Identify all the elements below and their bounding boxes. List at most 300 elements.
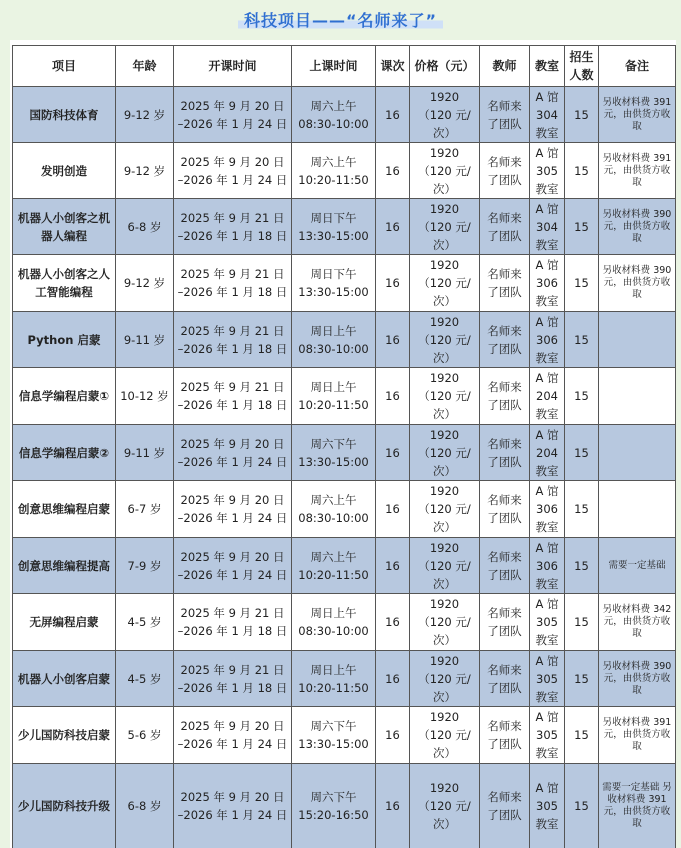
enrollment-quota: 15 xyxy=(574,502,589,516)
end-date: –2026 年 1 月 24 日 xyxy=(177,737,288,751)
age-text: 9-11 岁 xyxy=(123,445,166,460)
session-count: 16 xyxy=(385,332,400,347)
course-name: 机器人小创客之机器人编程 xyxy=(18,210,110,243)
note-cell xyxy=(599,707,676,764)
class-time-cell xyxy=(292,594,376,651)
price-total: 1920 xyxy=(429,653,460,668)
age-text: 4-5 岁 xyxy=(127,671,162,686)
enrollment-quota: 15 xyxy=(574,615,589,629)
start-date-cell xyxy=(174,143,292,199)
course-name: 发明创造 xyxy=(41,163,87,178)
age-text: 9-11 岁 xyxy=(123,332,166,347)
price-per-session: （120 元/次） xyxy=(418,671,471,704)
session-count-cell xyxy=(376,368,410,425)
quota-cell xyxy=(565,255,599,312)
enrollment-quota: 15 xyxy=(574,389,589,403)
start-date-cell xyxy=(174,538,292,594)
note-cell xyxy=(599,143,676,199)
price-per-session: （120 元/次） xyxy=(418,445,471,478)
end-date: –2026 年 1 月 18 日 xyxy=(177,341,288,356)
enrollment-quota: 15 xyxy=(574,107,589,122)
session-count: 16 xyxy=(385,163,400,178)
course-name: 机器人小创客之人工智能编程 xyxy=(18,267,110,299)
enrollment-quota: 15 xyxy=(574,799,589,813)
class-day: 周日下午 xyxy=(310,210,357,225)
session-count: 16 xyxy=(385,107,400,122)
quota-cell xyxy=(565,312,599,368)
classroom: A 馆 306 教室 xyxy=(535,314,559,365)
table-row xyxy=(13,425,676,481)
session-count: 16 xyxy=(385,799,400,813)
price-cell xyxy=(410,764,480,848)
note-text: 另收材料费 390 元，由供货方收取 xyxy=(602,660,672,696)
age-cell xyxy=(116,143,174,199)
note-cell xyxy=(599,255,676,312)
teacher-cell xyxy=(480,368,530,425)
start-date: 2025 年 9 月 21 日 xyxy=(180,606,285,620)
enrollment-quota: 15 xyxy=(574,558,589,573)
class-hours: 10:20-11:50 xyxy=(298,680,369,695)
classroom: A 馆 306 教室 xyxy=(535,258,559,308)
table-row xyxy=(13,764,676,848)
class-day: 周六上午 xyxy=(310,493,357,507)
course-name: 信息学编程启蒙① xyxy=(18,389,110,403)
course-name: 无屏编程启蒙 xyxy=(29,615,99,629)
teacher-name: 名师来了团队 xyxy=(487,549,522,582)
start-date: 2025 年 9 月 21 日 xyxy=(180,380,285,394)
teacher-cell xyxy=(480,143,530,199)
class-hours: 08:30-10:00 xyxy=(298,116,369,131)
classroom-cell xyxy=(530,368,565,425)
start-date: 2025 年 9 月 20 日 xyxy=(180,154,285,169)
note-cell xyxy=(599,425,676,481)
classroom: A 馆 304 教室 xyxy=(535,89,559,140)
class-hours: 13:30-15:00 xyxy=(298,285,369,299)
start-date-cell xyxy=(174,312,292,368)
table-row xyxy=(13,312,676,368)
start-date-cell xyxy=(174,764,292,848)
classroom: A 馆 204 教室 xyxy=(535,371,559,421)
class-time-cell xyxy=(292,651,376,707)
class-day: 周日上午 xyxy=(310,323,357,338)
teacher-cell xyxy=(480,199,530,255)
quota-cell xyxy=(565,707,599,764)
classroom-cell xyxy=(530,481,565,538)
class-day: 周六下午 xyxy=(310,719,357,733)
note-cell xyxy=(599,764,676,848)
price-cell xyxy=(410,425,480,481)
session-count: 16 xyxy=(385,558,400,573)
note-cell xyxy=(599,538,676,594)
price-total: 1920 xyxy=(429,145,460,160)
price-cell xyxy=(410,87,480,143)
price-per-session: （120 元/次） xyxy=(418,389,471,421)
class-day: 周日下午 xyxy=(310,267,357,281)
price-per-session: （120 元/次） xyxy=(418,502,471,534)
course-name: 少儿国防科技启蒙 xyxy=(18,728,110,742)
start-date: 2025 年 9 月 20 日 xyxy=(180,98,285,113)
course-name: 信息学编程启蒙② xyxy=(18,445,110,460)
note-cell xyxy=(599,87,676,143)
age-cell xyxy=(116,255,174,312)
age-text: 9-12 岁 xyxy=(123,163,166,178)
class-time-cell xyxy=(292,312,376,368)
age-cell xyxy=(116,764,174,848)
note-text: 另收材料费 390 元，由供货方收取 xyxy=(602,265,672,300)
price-total: 1920 xyxy=(429,201,460,216)
class-day: 周日上午 xyxy=(310,380,357,394)
price-total: 1920 xyxy=(429,258,460,272)
class-time-cell xyxy=(292,764,376,848)
classroom-cell xyxy=(530,87,565,143)
session-count: 16 xyxy=(385,671,400,686)
class-time-cell xyxy=(292,143,376,199)
start-date: 2025 年 9 月 21 日 xyxy=(180,210,285,225)
class-day: 周六上午 xyxy=(310,549,357,564)
age-text: 4-5 岁 xyxy=(127,615,162,629)
session-count-cell xyxy=(376,143,410,199)
price-total: 1920 xyxy=(429,371,460,385)
teacher-cell xyxy=(480,255,530,312)
session-count: 16 xyxy=(385,219,400,234)
age-text: 6-8 岁 xyxy=(127,219,162,234)
end-date: –2026 年 1 月 18 日 xyxy=(177,624,288,638)
course-name: Python 启蒙 xyxy=(27,332,101,347)
teacher-cell xyxy=(480,707,530,764)
start-date: 2025 年 9 月 20 日 xyxy=(180,549,285,564)
class-hours: 13:30-15:00 xyxy=(298,454,369,469)
class-hours: 15:20-16:50 xyxy=(298,808,369,822)
table-row xyxy=(13,707,676,764)
price-total: 1920 xyxy=(429,710,460,724)
session-count-cell xyxy=(376,651,410,707)
end-date: –2026 年 1 月 24 日 xyxy=(177,511,288,525)
age-cell xyxy=(116,707,174,764)
teacher-name: 名师来了团队 xyxy=(487,790,522,822)
enrollment-quota: 15 xyxy=(574,671,589,686)
classroom: A 馆 305 教室 xyxy=(535,653,559,704)
class-time-cell xyxy=(292,368,376,425)
enrollment-quota: 15 xyxy=(574,332,589,347)
note-cell xyxy=(599,651,676,707)
class-time-cell xyxy=(292,87,376,143)
end-date: –2026 年 1 月 24 日 xyxy=(177,454,288,469)
price-total: 1920 xyxy=(429,597,460,611)
price-per-session: （120 元/次） xyxy=(418,558,471,591)
table-row xyxy=(13,594,676,651)
teacher-cell xyxy=(480,764,530,848)
note-text: 需要一定基础 另收材料费 391 元，由供货方收取 xyxy=(602,782,672,829)
price-per-session: （120 元/次） xyxy=(418,799,471,831)
classroom: A 馆 305 教室 xyxy=(535,145,559,196)
page-title: 科技项目——“名师来了” xyxy=(238,8,443,31)
note-text: 另收材料费 342 元，由供货方收取 xyxy=(602,604,672,639)
price-per-session: （120 元/次） xyxy=(418,728,471,760)
end-date: –2026 年 1 月 24 日 xyxy=(177,808,288,822)
classroom-cell xyxy=(530,199,565,255)
price-total: 1920 xyxy=(429,540,460,555)
column-header: 上课时间 xyxy=(292,46,376,87)
start-date-cell xyxy=(174,481,292,538)
enrollment-quota: 15 xyxy=(574,276,589,290)
age-cell xyxy=(116,538,174,594)
column-header: 开课时间 xyxy=(174,46,292,87)
quota-cell xyxy=(565,651,599,707)
price-per-session: （120 元/次） xyxy=(418,219,471,252)
column-header: 年龄 xyxy=(116,46,174,87)
price-cell xyxy=(410,255,480,312)
age-cell xyxy=(116,594,174,651)
table-row xyxy=(13,481,676,538)
age-cell xyxy=(116,199,174,255)
course-name-cell xyxy=(13,368,116,425)
note-cell xyxy=(599,368,676,425)
price-total: 1920 xyxy=(429,89,460,104)
session-count-cell xyxy=(376,255,410,312)
teacher-name: 名师来了团队 xyxy=(487,154,522,187)
age-cell xyxy=(116,425,174,481)
table-row xyxy=(13,651,676,707)
classroom-cell xyxy=(530,538,565,594)
class-time-cell xyxy=(292,538,376,594)
price-total: 1920 xyxy=(429,314,460,329)
class-day: 周六下午 xyxy=(310,790,357,804)
class-time-cell xyxy=(292,707,376,764)
start-date-cell xyxy=(174,594,292,651)
end-date: –2026 年 1 月 24 日 xyxy=(177,172,288,187)
class-day: 周六上午 xyxy=(310,154,357,169)
course-name-cell xyxy=(13,87,116,143)
note-cell xyxy=(599,312,676,368)
note-cell xyxy=(599,199,676,255)
price-per-session: （120 元/次） xyxy=(418,276,471,308)
teacher-cell xyxy=(480,651,530,707)
classroom: A 馆 306 教室 xyxy=(535,484,559,534)
teacher-cell xyxy=(480,594,530,651)
teacher-name: 名师来了团队 xyxy=(487,323,522,356)
note-text: 另收材料费 391 元，由供货方收取 xyxy=(602,717,672,752)
table-row xyxy=(13,255,676,312)
age-cell xyxy=(116,368,174,425)
quota-cell xyxy=(565,481,599,538)
column-header: 教室 xyxy=(530,46,565,87)
class-time-cell xyxy=(292,425,376,481)
class-day: 周六上午 xyxy=(310,98,357,113)
session-count-cell xyxy=(376,312,410,368)
start-date: 2025 年 9 月 20 日 xyxy=(180,719,285,733)
course-name-cell xyxy=(13,481,116,538)
price-total: 1920 xyxy=(429,484,460,498)
course-name-cell xyxy=(13,143,116,199)
classroom: A 馆 305 教室 xyxy=(535,781,559,831)
price-cell xyxy=(410,538,480,594)
age-cell xyxy=(116,312,174,368)
session-count-cell xyxy=(376,764,410,848)
classroom-cell xyxy=(530,312,565,368)
quota-cell xyxy=(565,425,599,481)
price-cell xyxy=(410,368,480,425)
course-name-cell xyxy=(13,199,116,255)
enrollment-quota: 15 xyxy=(574,163,589,178)
start-date-cell xyxy=(174,199,292,255)
quota-cell xyxy=(565,368,599,425)
session-count-cell xyxy=(376,481,410,538)
note-text: 另收材料费 391 元，由供货方收取 xyxy=(602,152,672,188)
course-name-cell xyxy=(13,594,116,651)
class-time-cell xyxy=(292,199,376,255)
title-bar xyxy=(0,0,681,40)
teacher-name: 名师来了团队 xyxy=(487,436,522,469)
price-cell xyxy=(410,312,480,368)
age-cell xyxy=(116,481,174,538)
course-name: 少儿国防科技升级 xyxy=(18,799,110,813)
end-date: –2026 年 1 月 18 日 xyxy=(177,398,288,412)
start-date-cell xyxy=(174,87,292,143)
classroom-cell xyxy=(530,255,565,312)
age-text: 9-12 岁 xyxy=(123,276,166,290)
teacher-cell xyxy=(480,538,530,594)
session-count: 16 xyxy=(385,502,400,516)
age-text: 6-7 岁 xyxy=(127,502,162,516)
start-date-cell xyxy=(174,707,292,764)
course-name-cell xyxy=(13,255,116,312)
session-count-cell xyxy=(376,425,410,481)
session-count: 16 xyxy=(385,276,400,290)
session-count: 16 xyxy=(385,728,400,742)
column-header: 课次 xyxy=(376,46,410,87)
price-per-session: （120 元/次） xyxy=(418,332,471,365)
start-date-cell xyxy=(174,255,292,312)
session-count-cell xyxy=(376,538,410,594)
class-day: 周六下午 xyxy=(310,436,357,451)
table-row xyxy=(13,143,676,199)
column-header: 价格（元） xyxy=(410,46,480,87)
session-count-cell xyxy=(376,707,410,764)
quota-cell xyxy=(565,199,599,255)
note-text: 另收材料费 391 元，由供货方收取 xyxy=(602,96,672,132)
teacher-name: 名师来了团队 xyxy=(487,380,522,412)
class-hours: 10:20-11:50 xyxy=(298,567,369,582)
price-cell xyxy=(410,707,480,764)
teacher-name: 名师来了团队 xyxy=(487,98,522,131)
end-date: –2026 年 1 月 24 日 xyxy=(177,116,288,131)
session-count-cell xyxy=(376,594,410,651)
classroom: A 馆 306 教室 xyxy=(535,540,559,591)
quota-cell xyxy=(565,594,599,651)
column-header: 项目 xyxy=(13,46,116,87)
age-text: 6-8 岁 xyxy=(127,799,162,813)
enrollment-quota: 15 xyxy=(574,219,589,234)
end-date: –2026 年 1 月 18 日 xyxy=(177,285,288,299)
session-count-cell xyxy=(376,87,410,143)
table-row xyxy=(13,87,676,143)
price-per-session: （120 元/次） xyxy=(418,163,471,196)
classroom: A 馆 204 教室 xyxy=(535,427,559,478)
age-text: 10-12 岁 xyxy=(120,389,169,403)
course-name-cell xyxy=(13,312,116,368)
column-header: 教师 xyxy=(480,46,530,87)
teacher-name: 名师来了团队 xyxy=(487,210,522,243)
class-time-cell xyxy=(292,255,376,312)
start-date-cell xyxy=(174,651,292,707)
end-date: –2026 年 1 月 18 日 xyxy=(177,680,288,695)
quota-cell xyxy=(565,538,599,594)
price-per-session: （120 元/次） xyxy=(418,107,471,140)
start-date: 2025 年 9 月 21 日 xyxy=(180,662,285,677)
teacher-cell xyxy=(480,425,530,481)
class-hours: 08:30-10:00 xyxy=(298,341,369,356)
classroom: A 馆 304 教室 xyxy=(535,201,559,252)
quota-cell xyxy=(565,143,599,199)
age-cell xyxy=(116,651,174,707)
age-text: 5-6 岁 xyxy=(127,728,162,742)
course-name: 创意思维编程提高 xyxy=(18,558,110,573)
price-cell xyxy=(410,199,480,255)
price-cell xyxy=(410,481,480,538)
course-name: 创意思维编程启蒙 xyxy=(18,502,110,516)
table-row xyxy=(13,199,676,255)
course-name-cell xyxy=(13,425,116,481)
price-cell xyxy=(410,594,480,651)
note-cell xyxy=(599,594,676,651)
course-name: 机器人小创客启蒙 xyxy=(18,671,110,686)
class-hours: 08:30-10:00 xyxy=(298,511,369,525)
price-cell xyxy=(410,143,480,199)
teacher-cell xyxy=(480,312,530,368)
price-total: 1920 xyxy=(429,427,460,442)
classroom-cell xyxy=(530,143,565,199)
teacher-name: 名师来了团队 xyxy=(487,267,522,299)
course-table xyxy=(12,45,676,848)
note-text: 需要一定基础 xyxy=(608,559,666,571)
price-per-session: （120 元/次） xyxy=(418,615,471,647)
start-date: 2025 年 9 月 21 日 xyxy=(180,323,285,338)
classroom-cell xyxy=(530,425,565,481)
teacher-name: 名师来了团队 xyxy=(487,719,522,751)
age-text: 7-9 岁 xyxy=(127,558,162,573)
note-cell xyxy=(599,481,676,538)
session-count-cell xyxy=(376,199,410,255)
class-time-cell xyxy=(292,481,376,538)
age-text: 9-12 岁 xyxy=(123,107,166,122)
start-date: 2025 年 9 月 20 日 xyxy=(180,436,285,451)
start-date: 2025 年 9 月 21 日 xyxy=(180,267,285,281)
schedule-sheet xyxy=(10,40,676,848)
session-count: 16 xyxy=(385,615,400,629)
classroom-cell xyxy=(530,707,565,764)
class-hours: 10:20-11:50 xyxy=(298,398,369,412)
class-hours: 13:30-15:00 xyxy=(298,737,369,751)
course-name-cell xyxy=(13,707,116,764)
start-date: 2025 年 9 月 20 日 xyxy=(180,493,285,507)
teacher-name: 名师来了团队 xyxy=(487,606,522,638)
class-hours: 13:30-15:00 xyxy=(298,228,369,243)
enrollment-quota: 15 xyxy=(574,728,589,742)
class-day: 周日上午 xyxy=(310,662,357,677)
class-hours: 08:30-10:00 xyxy=(298,624,369,638)
end-date: –2026 年 1 月 18 日 xyxy=(177,228,288,243)
quota-cell xyxy=(565,764,599,848)
note-text: 另收材料费 390 元，由供货方收取 xyxy=(602,208,672,244)
classroom-cell xyxy=(530,764,565,848)
column-header: 备注 xyxy=(599,46,676,87)
table-row xyxy=(13,368,676,425)
quota-cell xyxy=(565,87,599,143)
session-count: 16 xyxy=(385,389,400,403)
classroom: A 馆 305 教室 xyxy=(535,597,559,647)
classroom-cell xyxy=(530,651,565,707)
course-name-cell xyxy=(13,651,116,707)
